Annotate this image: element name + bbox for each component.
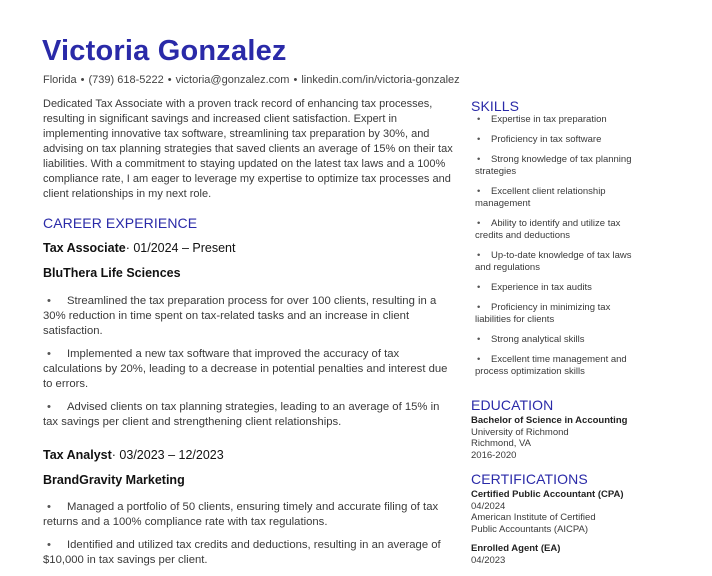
skill-item: • Excellent time management and process optimization skills xyxy=(475,354,627,377)
contact-phone: (739) 618-5222 xyxy=(88,74,164,86)
job-bullet: • Managed a portfolio of 50 clients, ensuring timely and accurate filing of tax returns and a 100% compliance rate with tax regulations. xyxy=(43,501,439,528)
skill-item: • Strong analytical skills xyxy=(477,334,585,345)
skill-item: • Strong knowledge of tax planning strategies xyxy=(475,154,632,177)
job-bullets xyxy=(43,294,455,438)
education-location: Richmond, VA xyxy=(471,438,532,449)
contact-line xyxy=(43,73,460,87)
professional-summary: Dedicated Tax Associate with a proven track record of enhancing tax processes, resulting in significant savings and increased client satisfaction. Expert in implementing innovative tax software, streamlining tax preparation by 30%, and advising on tax planning strategies that saved clients an average of 15% on their tax liabilities. With a commitment to staying updated on the latest tax laws and a 100% compliance rate, I am eager to leverage my expertise to optimize tax processes and client relationships in my next role. xyxy=(43,98,453,200)
bullet-icon: • xyxy=(477,354,481,365)
bullet-icon: • xyxy=(477,154,481,165)
education-degree: Bachelor of Science in Accounting xyxy=(471,415,628,426)
contact-email[interactable]: victoria@gonzalez.com xyxy=(175,74,290,86)
education-entry xyxy=(471,415,641,461)
bullet-icon: • xyxy=(47,348,51,360)
job-company: BluThera Life Sciences xyxy=(43,266,181,280)
skills-heading: SKILLS xyxy=(471,98,520,114)
skill-item: • Experience in tax audits xyxy=(477,282,592,293)
bullet-icon: • xyxy=(477,134,481,145)
bullet-icon: • xyxy=(47,539,51,551)
certification-issuer: American Institute of Certified Public Accountants (AICPA) xyxy=(471,512,596,535)
certification-name: Certified Public Accountant (CPA) xyxy=(471,489,624,500)
bullet-icon: • xyxy=(47,401,51,413)
job-title-line xyxy=(43,448,224,462)
education-school: University of Richmond xyxy=(471,426,569,438)
bullet-icon: • xyxy=(477,114,481,125)
skills-list xyxy=(475,114,635,386)
bullet-icon: • xyxy=(47,501,51,513)
job-role: Tax Analyst xyxy=(43,448,112,462)
certification-entry xyxy=(471,543,641,566)
education-heading: EDUCATION xyxy=(471,397,554,413)
bullet-icon: • xyxy=(477,302,481,313)
skill-item: • Proficiency in minimizing tax liabilities for clients xyxy=(475,302,611,325)
certifications-list xyxy=(471,489,641,566)
certification-date: 04/2024 xyxy=(471,500,506,512)
separator-dot: • xyxy=(293,74,298,86)
job-bullet: • Streamlined the tax preparation process for over 100 clients, resulting in a 30% reduction in time spent on tax-related tasks and an increase in client satisfaction. xyxy=(43,295,437,337)
skill-item: • Ability to identify and utilize tax credits and deductions xyxy=(475,218,621,241)
bullet-icon: • xyxy=(477,218,481,229)
certifications-heading: CERTIFICATIONS xyxy=(471,471,588,487)
bullet-icon: • xyxy=(47,295,51,307)
certification-date: 04/2023 xyxy=(471,554,506,566)
job-bullet: • Implemented a new tax software that improved the accuracy of tax calculations by 20%, leading to a decrease in potential penalties and interest due to errors. xyxy=(43,348,448,390)
career-experience-heading: CAREER EXPERIENCE xyxy=(43,215,198,231)
separator-dot: • xyxy=(80,74,85,86)
job-bullet: • Identified and utilized tax credits and deductions, resulting in an average of $10,000 in tax savings per client. xyxy=(43,539,441,566)
separator-dot: • xyxy=(167,74,172,86)
job-bullet: • Advised clients on tax planning strategies, leading to an average of 15% in tax savings per client and strengthening client relationships. xyxy=(43,401,440,428)
candidate-name: Victoria Gonzalez xyxy=(42,35,287,67)
skill-item: • Proficiency in tax software xyxy=(477,134,602,145)
skill-item: • Excellent client relationship management xyxy=(475,186,606,209)
education-years: 2016-2020 xyxy=(471,449,517,461)
skill-item: • Up-to-date knowledge of tax laws and regulations xyxy=(475,250,632,273)
job-title-line xyxy=(43,241,235,255)
bullet-icon: • xyxy=(477,282,481,293)
job-dates: · 03/2023 – 12/2023 xyxy=(111,448,224,462)
bullet-icon: • xyxy=(477,334,481,345)
job-company: BrandGravity Marketing xyxy=(43,473,185,487)
job-role: Tax Associate xyxy=(43,241,126,255)
contact-location: Florida xyxy=(43,74,77,86)
contact-linkedin[interactable]: linkedin.com/in/victoria-gonzalez xyxy=(301,74,460,86)
bullet-icon: • xyxy=(477,186,481,197)
bullet-icon: • xyxy=(477,250,481,261)
job-dates: · 01/2024 – Present xyxy=(125,241,236,255)
skill-item: • Expertise in tax preparation xyxy=(477,114,607,125)
certification-entry xyxy=(471,489,641,535)
certification-name: Enrolled Agent (EA) xyxy=(471,543,561,554)
